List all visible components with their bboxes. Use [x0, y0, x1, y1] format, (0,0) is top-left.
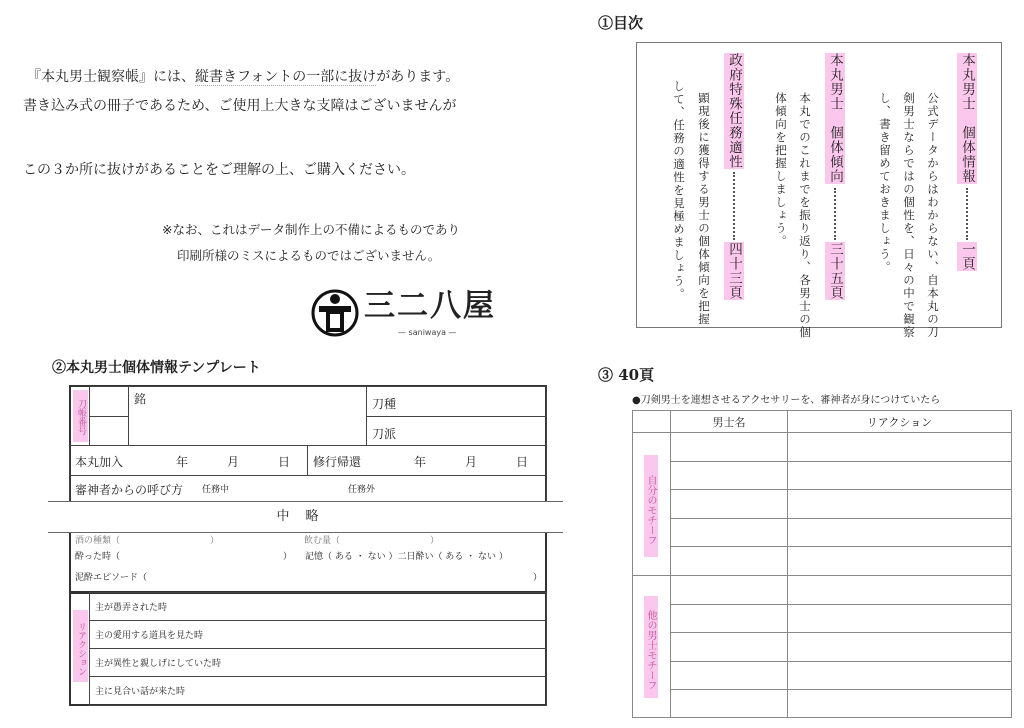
- group-other-motif: 他の男士モチーフ: [644, 596, 658, 698]
- drunk-close: ）: [283, 552, 293, 562]
- join-label: 本丸加入: [75, 455, 124, 469]
- divider: [670, 661, 1011, 662]
- cut-text-left: 酒の種類（ ）: [75, 536, 220, 546]
- touha-label: 刀派: [372, 427, 397, 441]
- col-header-reaction: リアクション: [866, 416, 933, 429]
- toc-body: 体傾向を把握しましょう。: [774, 92, 788, 248]
- divider: [670, 546, 1011, 547]
- number-box[interactable]: [89, 416, 129, 446]
- return-label: 修行帰還: [313, 455, 362, 469]
- memory-label: 記憶（ ある ・ ない ）二日酔い（ ある ・ ない ）: [305, 552, 508, 562]
- reaction-row[interactable]: [89, 620, 547, 649]
- note-line-2: 印刷所様のミスによるものではございません。: [177, 248, 441, 263]
- notice-underlined: 縦書きフォントの一部に抜け: [195, 69, 377, 85]
- page40-caption: ●刀剣男士を連想させるアクセサリーを、審神者が身につけていたら: [632, 395, 941, 406]
- toc-heading-1: 本丸男士 個体情報: [959, 53, 975, 184]
- saniwaya-logo: [310, 288, 496, 342]
- notice-text: があります。: [376, 69, 460, 85]
- on-duty-label: 任務中: [202, 485, 230, 495]
- toc-box: [636, 42, 1002, 328]
- logo-name: 三二八屋: [364, 288, 496, 324]
- call-label: 審神者からの呼び方: [75, 483, 184, 497]
- toushu-field[interactable]: [366, 386, 547, 417]
- logo-sub-text: saniwaya: [408, 328, 446, 337]
- number-box[interactable]: [89, 386, 129, 417]
- toc-body: 剣男士ならではの個性を、日々の中で観察: [902, 92, 916, 339]
- touha-field[interactable]: [366, 416, 547, 446]
- mei-field[interactable]: [128, 386, 367, 446]
- reaction-row[interactable]: [89, 676, 547, 706]
- drunk-label: 酔った時（: [75, 552, 121, 562]
- template-title: ②本丸男士個体情報テンプレート: [52, 360, 261, 376]
- cut-text-right: 飲む量（ ）: [304, 536, 440, 546]
- divider: [670, 411, 671, 717]
- label-number: 刀帳番号: [73, 390, 88, 442]
- divider: [670, 604, 1011, 605]
- year-label: 年: [414, 455, 427, 469]
- reaction-label: 主が異性と親しげにしていた時: [95, 659, 222, 669]
- col-header-name: 男士名: [712, 416, 746, 429]
- reaction-label: 主に見合い話が来た時: [95, 687, 186, 697]
- month-label: 月: [465, 455, 478, 469]
- day-label: 日: [516, 455, 529, 469]
- day-label: 日: [278, 455, 291, 469]
- year-label: 年: [176, 455, 189, 469]
- logo-mark-icon: [310, 288, 360, 338]
- omitted-band: 中略: [48, 501, 563, 533]
- off-duty-label: 任務外: [348, 485, 376, 495]
- divider: [670, 489, 1011, 490]
- divider: [670, 632, 1011, 633]
- toc-body: して、任務の適性を見極めましょう。: [672, 80, 686, 301]
- toc-heading-3: 政府特殊任務適性: [726, 53, 742, 169]
- reaction-label: 主の愛用する道具を見た時: [95, 631, 204, 641]
- join-date-field[interactable]: [69, 445, 308, 476]
- toc-leader: [733, 172, 735, 240]
- divider: [633, 432, 1011, 433]
- divider: [787, 411, 788, 717]
- notice-line-1: [27, 66, 459, 86]
- note-line-1: ※なお、これはデータ制作上の不備によるものであり: [162, 222, 460, 237]
- notice-text: 『本丸男士観察帳』には、: [27, 69, 195, 85]
- toc-page-2: 三十五頁: [827, 242, 843, 300]
- group-own-motif: 自分のモチーフ: [644, 455, 658, 557]
- episode-label: 泥酔エピソード（: [75, 573, 148, 583]
- accessory-table: [632, 410, 1012, 718]
- episode-close: ）: [533, 573, 543, 583]
- divider: [670, 518, 1011, 519]
- divider: [670, 461, 1011, 462]
- reaction-label: 主が愚弄された時: [95, 603, 168, 613]
- month-label: 月: [227, 455, 240, 469]
- notice-line-3: この３か所に抜けがあることをご理解の上、ご購入ください。: [23, 162, 415, 178]
- toc-leader: [834, 188, 836, 240]
- toc-page-1: 一頁: [959, 242, 975, 271]
- toc-title: ①目次: [598, 14, 644, 32]
- toc-body: 公式データからはわからない、自本丸の刀: [926, 92, 940, 339]
- label-reaction: リアクション: [73, 610, 88, 682]
- toc-body: 本丸でのこれまでを振り返り、各男士の個: [798, 92, 812, 339]
- return-date-field[interactable]: [307, 445, 547, 476]
- reaction-row[interactable]: [89, 648, 547, 677]
- toc-body: 顕現後に獲得する男士の個体傾向を把握: [697, 92, 711, 326]
- toc-leader: [966, 188, 968, 240]
- toc-heading-2: 本丸男士 個体傾向: [827, 53, 843, 184]
- divider: [633, 575, 1011, 576]
- toc-body: し、書き留めておきましょう。: [878, 92, 892, 274]
- mei-label: 銘: [134, 392, 147, 406]
- toc-page-3: 四十三頁: [726, 242, 742, 300]
- divider: [670, 689, 1011, 690]
- call-field[interactable]: [69, 475, 547, 502]
- toushu-label: 刀種: [372, 397, 397, 411]
- page40-title: ③ 40頁: [598, 366, 655, 384]
- reaction-row[interactable]: [89, 592, 547, 621]
- notice-line-2: 書き込み式の冊子であるため、ご使用上大きな支障はございませんが: [23, 98, 457, 114]
- logo-sub: — saniwaya —: [398, 328, 457, 337]
